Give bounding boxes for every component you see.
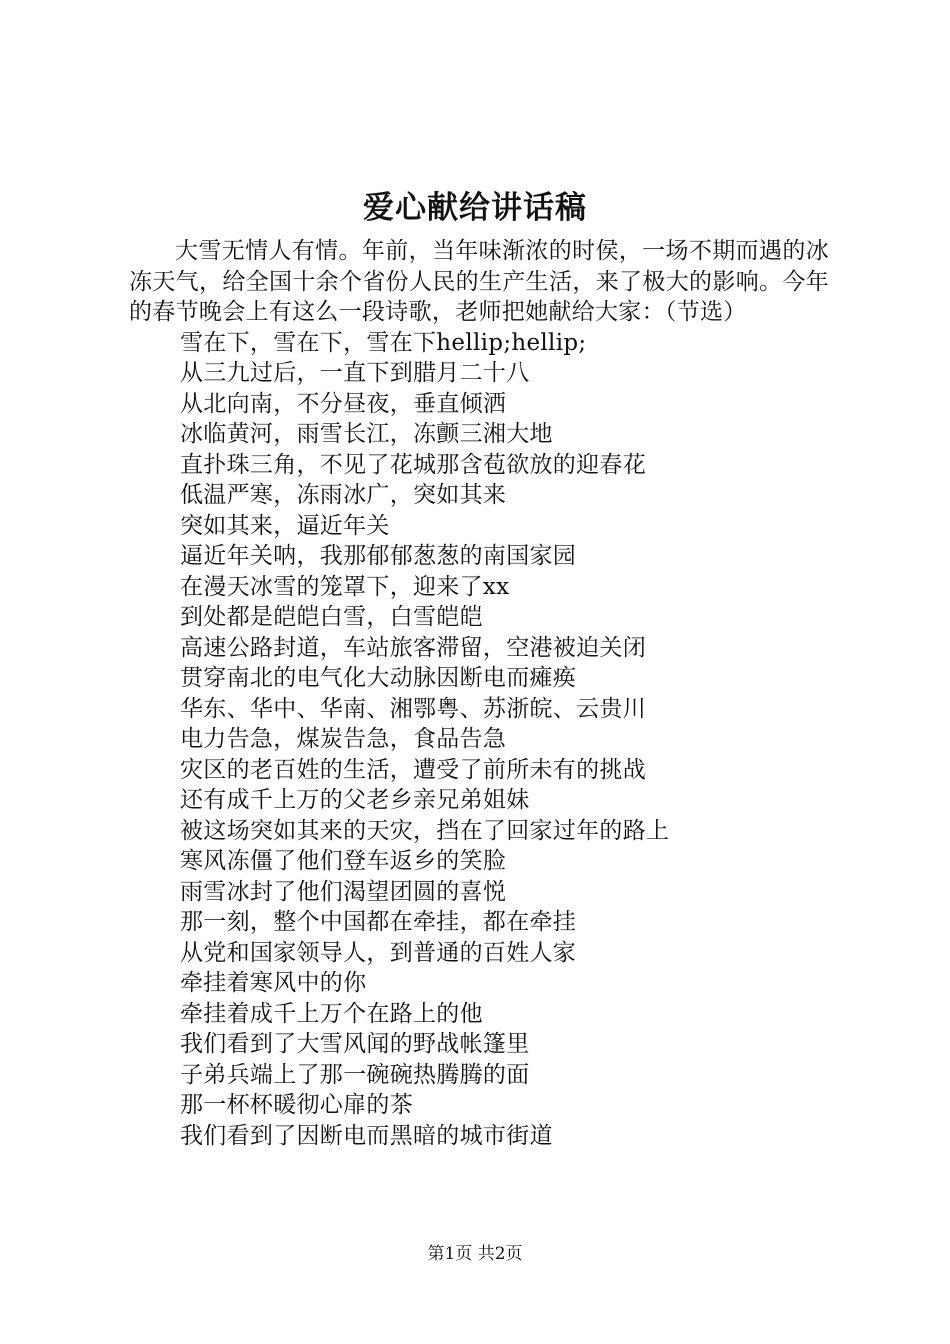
poem-line: 冰临黄河，雨雪长江，冻颤三湘大地	[180, 421, 553, 447]
poem-line: 突如其来，逼近年关	[180, 512, 390, 539]
poem-line: 低温严寒，冻雨冰广，突如其来	[180, 482, 507, 508]
poem-line: 牵挂着成千上万个在路上的他	[180, 1000, 483, 1027]
poem-line: 寒风冻僵了他们登车返乡的笑脸	[180, 848, 507, 874]
document-body	[129, 236, 829, 1151]
poem-line: 贯穿南北的电气化大动脉因断电而瘫痪	[180, 665, 577, 691]
poem-line: 高速公路封道，车站旅客滞留，空港被迫关闭	[180, 634, 646, 661]
poem-line: 还有成千上万的父老乡亲兄弟姐妹	[180, 787, 530, 813]
poem-line: 我们看到了大雪风闻的野战帐篷里	[180, 1031, 530, 1057]
poem-line: 直扑珠三角，不见了花城那含苞欲放的迎春花	[180, 451, 646, 478]
poem-excerpt	[129, 328, 829, 1152]
poem-line: 电力告急，煤炭告急，食品告急	[180, 726, 507, 752]
page-number: 第1页 共2页	[427, 1244, 523, 1264]
poem-line: 雨雪冰封了他们渴望团圆的喜悦	[180, 878, 507, 905]
poem-line: 华东、华中、华南、湘鄂粤、苏浙皖、云贵川	[180, 695, 646, 722]
poem-line: 在漫天冰雪的笼罩下，迎来了xx	[180, 573, 510, 600]
poem-line: 被这场突如其来的天灾，挡在了回家过年的路上	[180, 817, 670, 844]
poem-line: 那一刻，整个中国都在牵挂，都在牵挂	[180, 909, 577, 935]
poem-line: 到处都是皑皑白雪，白雪皑皑	[180, 604, 483, 630]
poem-line: 那一杯杯暖彻心扉的茶	[180, 1092, 413, 1118]
poem-line: 牵挂着寒风中的你	[180, 970, 367, 996]
intro-paragraph: 大雪无情人有情。年前，当年味渐浓的时侯，一场不期而遇的冰冻天气，给全国十余个省份人民的生产生活，来了极大的影响。今年的春节晚会上有这么一段诗歌，老师把她献给大家：（节选）	[129, 238, 829, 325]
poem-line: 我们看到了因断电而黑暗的城市街道	[180, 1122, 553, 1149]
poem-line: 雪在下，雪在下，雪在下hellip;hellip;	[180, 329, 587, 356]
page-title: 爱心献给讲话稿	[363, 190, 587, 226]
poem-line: 子弟兵端上了那一碗碗热腾腾的面	[180, 1061, 530, 1088]
poem-line: 从三九过后，一直下到腊月二十八	[180, 360, 530, 386]
poem-line: 灾区的老百姓的生活，遭受了前所未有的挑战	[180, 756, 646, 783]
poem-line: 逼近年关呐，我那郁郁葱葱的南国家园	[180, 543, 577, 569]
poem-line: 从北向南，不分昼夜，垂直倾洒	[180, 390, 507, 417]
poem-line: 从党和国家领导人，到普通的百姓人家	[180, 939, 577, 966]
